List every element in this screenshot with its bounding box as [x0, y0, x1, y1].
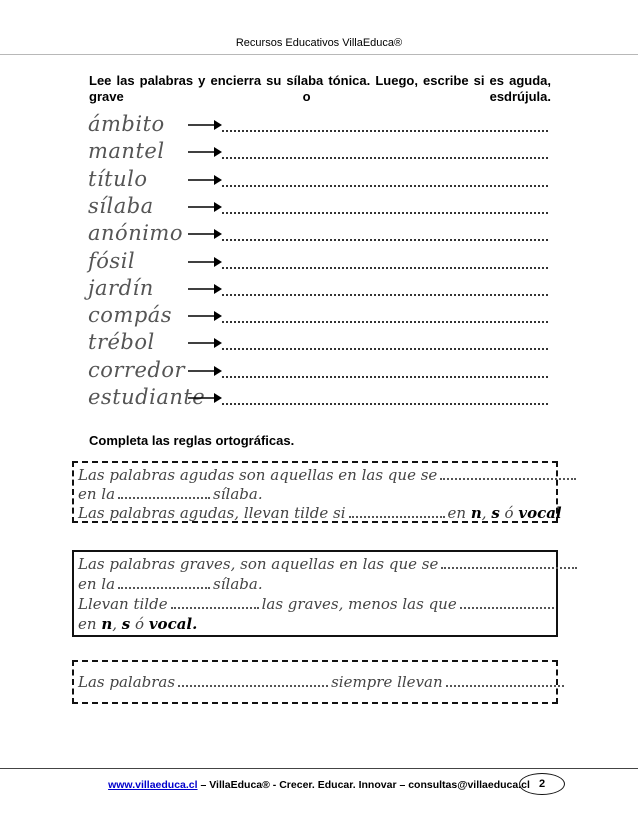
rule-text: en la [78, 485, 116, 503]
page-number: 2 [519, 773, 565, 795]
word: mantel [88, 139, 165, 164]
letter-n: n [470, 504, 482, 522]
rule-line [78, 484, 552, 504]
word: sílaba [88, 193, 154, 218]
word: trébol [88, 330, 155, 355]
rule-line [78, 614, 552, 634]
word-row [88, 276, 558, 302]
rule-line [78, 594, 552, 614]
rule-line [78, 554, 552, 574]
arrow-right-icon [188, 145, 222, 159]
rule-text: sílaba. [213, 575, 263, 593]
rule-line [78, 465, 552, 485]
rule-box-agudas [72, 461, 562, 523]
rule-text: Las palabras agudas son aquellas en las que se [78, 466, 438, 484]
rule-text: sílaba. [213, 485, 263, 503]
letter-n: n [101, 615, 113, 633]
word: anónimo [88, 221, 183, 246]
arrow-right-icon [188, 255, 222, 269]
answer-dotted-line[interactable] [222, 376, 548, 378]
arrow-right-icon [188, 282, 222, 296]
rule-text: Las palabras agudas, llevan tilde si [78, 504, 346, 522]
answer-dotted-line[interactable] [222, 348, 548, 350]
answer-dotted-line[interactable] [222, 185, 548, 187]
rule-text: en [78, 615, 97, 633]
word: fósil [88, 248, 136, 273]
word-row [88, 303, 558, 329]
rule-text: Llevan tilde [78, 595, 168, 613]
page-header: Recursos Educativos VillaEduca® [235, 37, 403, 49]
word: ámbito [88, 112, 165, 136]
word-row [88, 330, 558, 356]
answer-dotted-line[interactable] [222, 212, 548, 214]
rule-text: Las palabras graves, son aquellas en las que se [78, 555, 439, 573]
answer-dotted-line[interactable] [222, 403, 548, 405]
word-row [88, 385, 558, 411]
rule-line [78, 672, 552, 692]
answer-dotted-line[interactable] [222, 239, 548, 241]
arrow-right-icon [188, 200, 222, 214]
rule-line [78, 503, 562, 523]
word-row [88, 358, 558, 384]
answer-blank[interactable] [178, 673, 328, 687]
word-row [88, 221, 558, 247]
website-link[interactable]: www.villaeduca.cl [108, 779, 198, 791]
footer-divider [0, 768, 638, 769]
rule-box-esdrujulas [72, 660, 558, 704]
answer-blank[interactable] [440, 466, 576, 480]
separator: , [112, 615, 118, 633]
answer-dotted-line[interactable] [222, 130, 548, 132]
word: corredor [88, 357, 186, 382]
arrow-right-icon [188, 173, 222, 187]
rule-text: Las palabras [78, 673, 176, 691]
rule-text: en la [78, 575, 116, 593]
answer-blank[interactable] [171, 595, 259, 609]
word: título [88, 166, 148, 191]
rule-text: siempre llevan [331, 673, 443, 691]
arrow-right-icon [188, 309, 222, 323]
word-row [88, 194, 558, 220]
rule-line [78, 574, 552, 594]
instruction-second: Completa las reglas ortográficas. [89, 433, 295, 448]
word-row [88, 112, 558, 138]
header-divider [0, 54, 638, 55]
conjunction: ó [135, 615, 145, 633]
word: jardín [88, 275, 154, 300]
rule-box-graves [72, 550, 558, 637]
answer-dotted-line[interactable] [222, 267, 548, 269]
arrow-right-icon [188, 364, 222, 378]
word-row [88, 249, 558, 275]
word: compás [88, 303, 173, 328]
separator: , [481, 504, 487, 522]
rule-text: las graves, menos las que [261, 595, 457, 613]
answer-blank[interactable] [441, 555, 577, 569]
arrow-right-icon [188, 227, 222, 241]
answer-blank[interactable] [118, 575, 210, 589]
answer-blank[interactable] [349, 504, 445, 518]
arrow-right-icon [188, 118, 222, 132]
letter-s: s [121, 615, 131, 633]
instruction-first: Lee las palabras y encierra su sílaba tónica. Luego, escribe si es aguda, grave o esdrújula. [89, 73, 551, 104]
vocal-word: vocal [518, 504, 562, 522]
answer-blank[interactable] [460, 595, 554, 609]
answer-dotted-line[interactable] [222, 294, 548, 296]
answer-blank[interactable] [118, 485, 210, 499]
footer-text: – VillaEduca® - Crecer. Educar. Innovar – consultas@villaeduca.cl [197, 779, 530, 791]
word-row [88, 167, 558, 193]
conjunction: ó [504, 504, 514, 522]
answer-dotted-line[interactable] [222, 321, 548, 323]
arrow-right-icon [188, 391, 222, 405]
vocal-word: vocal. [148, 615, 198, 633]
arrow-right-icon [188, 336, 222, 350]
rule-text: en [447, 504, 467, 522]
word-row [88, 139, 558, 165]
answer-blank[interactable] [446, 673, 564, 687]
word: estudiante [88, 385, 206, 409]
letter-s: s [491, 504, 500, 522]
answer-dotted-line[interactable] [222, 157, 548, 159]
